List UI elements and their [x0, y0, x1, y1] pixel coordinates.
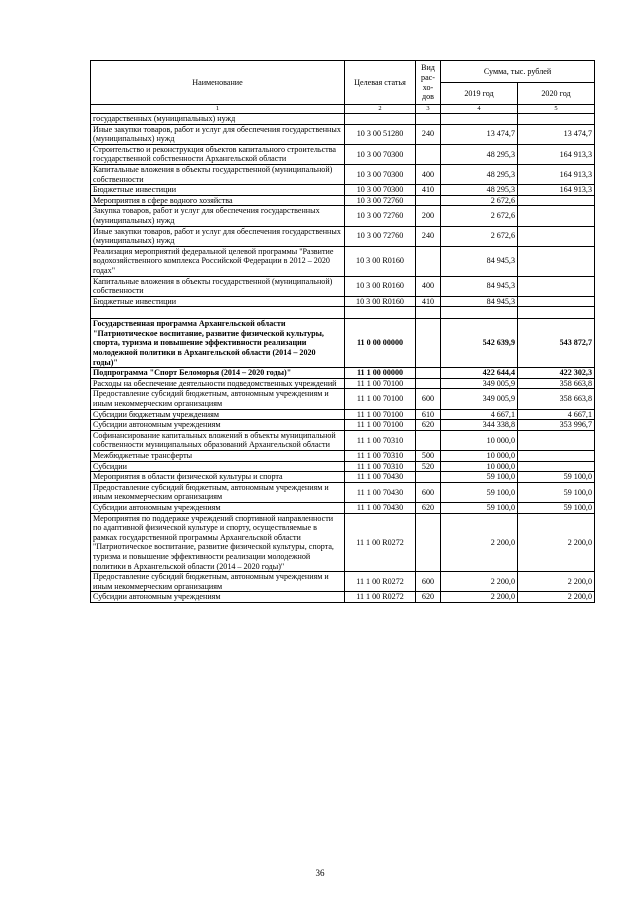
- row-expense-type-cell: [416, 472, 441, 483]
- row-target-article-cell: [345, 114, 416, 125]
- row-name-cell: Государственная программа Архангельской области "Патриотическое воспитание, развитие физической культуры, спорта, туризма и повышение эффективности реализации молодежной политики в Архангельской области (2014 – 2020 годы)": [91, 319, 345, 368]
- row-amount-2019-cell: 542 639,9: [441, 319, 518, 368]
- row-expense-type-cell: 400: [416, 276, 441, 296]
- row-amount-2020-cell: [518, 206, 595, 226]
- row-amount-2020-cell: 422 302,3: [518, 368, 595, 379]
- row-expense-type-cell: [416, 307, 441, 319]
- row-amount-2020-cell: 543 872,7: [518, 319, 595, 368]
- row-expense-type-cell: [416, 195, 441, 206]
- table-row: [91, 185, 595, 196]
- row-expense-type-cell: 200: [416, 206, 441, 226]
- row-amount-2019-cell: [441, 307, 518, 319]
- row-amount-2019-cell: 422 644,4: [441, 368, 518, 379]
- row-name-cell: Капитальные вложения в объекты государственной (муниципальной) собственности: [91, 276, 345, 296]
- row-name-cell: Мероприятия в сфере водного хозяйства: [91, 195, 345, 206]
- table-row: [91, 482, 595, 502]
- header-year-2020: 2020 год: [518, 83, 595, 105]
- row-name-cell: Предоставление субсидий бюджетным, автономным учреждениям и иным некоммерческим организациям: [91, 482, 345, 502]
- row-target-article-cell: 11 1 00 00000: [345, 368, 416, 379]
- row-name-cell: Предоставление субсидий бюджетным, автономным учреждениям и иным некоммерческим организациям: [91, 389, 345, 409]
- row-name-cell: Субсидии автономным учреждениям: [91, 592, 345, 603]
- row-amount-2019-cell: 59 100,0: [441, 472, 518, 483]
- row-amount-2019-cell: 2 200,0: [441, 592, 518, 603]
- table-body: [91, 114, 595, 603]
- row-amount-2020-cell: 358 663,8: [518, 389, 595, 409]
- row-name-cell: Бюджетные инвестиции: [91, 185, 345, 196]
- column-number: 3: [416, 105, 441, 114]
- table-row: [91, 409, 595, 420]
- row-target-article-cell: 11 1 00 70310: [345, 430, 416, 450]
- row-name-cell: Предоставление субсидий бюджетным, автономным учреждениям и иным некоммерческим организациям: [91, 572, 345, 592]
- row-amount-2019-cell: 349 005,9: [441, 389, 518, 409]
- row-expense-type-cell: [416, 114, 441, 125]
- row-amount-2019-cell: 349 005,9: [441, 378, 518, 389]
- row-target-article-cell: 10 3 00 R0160: [345, 246, 416, 276]
- row-amount-2019-cell: 2 672,6: [441, 226, 518, 246]
- row-target-article-cell: 11 1 00 R0272: [345, 592, 416, 603]
- row-amount-2019-cell: 344 338,8: [441, 420, 518, 431]
- row-amount-2020-cell: [518, 114, 595, 125]
- table-row: [91, 164, 595, 184]
- row-amount-2020-cell: 59 100,0: [518, 482, 595, 502]
- row-expense-type-cell: 600: [416, 482, 441, 502]
- row-expense-type-cell: [416, 319, 441, 368]
- table-row: [91, 226, 595, 246]
- table-row: [91, 420, 595, 431]
- table-row: [91, 114, 595, 125]
- row-expense-type-cell: 240: [416, 226, 441, 246]
- table-row: [91, 461, 595, 472]
- table-row: [91, 389, 595, 409]
- row-amount-2019-cell: 10 000,0: [441, 461, 518, 472]
- row-name-cell: Закупка товаров, работ и услуг для обеспечения государственных (муниципальных) нужд: [91, 206, 345, 226]
- row-amount-2019-cell: 84 945,3: [441, 246, 518, 276]
- row-name-cell: Софинансирование капитальных вложений в объекты муниципальной собственности муниципальных образований Архангельской области: [91, 430, 345, 450]
- row-target-article-cell: 10 3 00 72760: [345, 195, 416, 206]
- row-expense-type-cell: [416, 430, 441, 450]
- row-target-article-cell: 11 1 00 70100: [345, 420, 416, 431]
- row-amount-2020-cell: [518, 226, 595, 246]
- table-row: [91, 144, 595, 164]
- row-amount-2020-cell: [518, 451, 595, 462]
- table-row: [91, 124, 595, 144]
- row-name-cell: Иные закупки товаров, работ и услуг для обеспечения государственных (муниципальных) нужд: [91, 226, 345, 246]
- row-target-article-cell: 11 1 00 R0272: [345, 572, 416, 592]
- row-name-cell: Строительство и реконструкция объектов капитального строительства государственной собственности Архангельской области: [91, 144, 345, 164]
- row-target-article-cell: 11 1 00 70310: [345, 461, 416, 472]
- row-target-article-cell: [345, 307, 416, 319]
- column-number: 4: [441, 105, 518, 114]
- column-number: 5: [518, 105, 595, 114]
- row-expense-type-cell: [416, 246, 441, 276]
- row-amount-2019-cell: [441, 114, 518, 125]
- row-amount-2019-cell: 59 100,0: [441, 502, 518, 513]
- row-amount-2020-cell: 59 100,0: [518, 472, 595, 483]
- column-number: 2: [345, 105, 416, 114]
- row-amount-2020-cell: 164 913,3: [518, 164, 595, 184]
- table-row: [91, 592, 595, 603]
- row-amount-2019-cell: 2 672,6: [441, 195, 518, 206]
- row-amount-2019-cell: 2 200,0: [441, 572, 518, 592]
- row-target-article-cell: 10 3 00 70300: [345, 164, 416, 184]
- header-sum: Сумма, тыс. рублей: [441, 61, 595, 83]
- row-amount-2019-cell: 48 295,3: [441, 164, 518, 184]
- header-name: Наименование: [91, 61, 345, 105]
- row-expense-type-cell: [416, 368, 441, 379]
- row-amount-2019-cell: 48 295,3: [441, 144, 518, 164]
- row-amount-2020-cell: 2 200,0: [518, 592, 595, 603]
- table-row: [91, 307, 595, 319]
- row-expense-type-cell: 610: [416, 409, 441, 420]
- row-amount-2019-cell: 84 945,3: [441, 276, 518, 296]
- row-amount-2020-cell: 164 913,3: [518, 144, 595, 164]
- row-target-article-cell: 11 1 00 70100: [345, 389, 416, 409]
- row-amount-2019-cell: 84 945,3: [441, 296, 518, 307]
- row-target-article-cell: 11 1 00 70430: [345, 502, 416, 513]
- row-amount-2020-cell: [518, 307, 595, 319]
- table-row: [91, 430, 595, 450]
- row-target-article-cell: 11 1 00 70310: [345, 451, 416, 462]
- row-amount-2020-cell: [518, 461, 595, 472]
- row-amount-2020-cell: 13 474,7: [518, 124, 595, 144]
- row-amount-2020-cell: [518, 246, 595, 276]
- column-number-row: [91, 105, 595, 114]
- table-row: [91, 195, 595, 206]
- row-expense-type-cell: 240: [416, 124, 441, 144]
- table-row: [91, 368, 595, 379]
- table-row: [91, 502, 595, 513]
- row-name-cell: Субсидии автономным учреждениям: [91, 502, 345, 513]
- page-number: 36: [315, 868, 325, 878]
- row-target-article-cell: 10 3 00 R0160: [345, 276, 416, 296]
- row-amount-2020-cell: [518, 276, 595, 296]
- table-row: [91, 513, 595, 572]
- table-row: [91, 276, 595, 296]
- budget-table: [90, 60, 595, 603]
- row-target-article-cell: 11 1 00 70100: [345, 378, 416, 389]
- row-name-cell: государственных (муниципальных) нужд: [91, 114, 345, 125]
- table-row: [91, 451, 595, 462]
- row-target-article-cell: 11 1 00 70100: [345, 409, 416, 420]
- row-amount-2019-cell: 48 295,3: [441, 185, 518, 196]
- table-row: [91, 319, 595, 368]
- row-target-article-cell: 11 1 00 70430: [345, 482, 416, 502]
- row-expense-type-cell: 520: [416, 461, 441, 472]
- row-amount-2019-cell: 10 000,0: [441, 430, 518, 450]
- row-amount-2019-cell: 59 100,0: [441, 482, 518, 502]
- table-row: [91, 246, 595, 276]
- table-row: [91, 572, 595, 592]
- row-target-article-cell: 10 3 00 72760: [345, 206, 416, 226]
- row-name-cell: Субсидии автономным учреждениям: [91, 420, 345, 431]
- table-row: [91, 296, 595, 307]
- row-amount-2020-cell: 59 100,0: [518, 502, 595, 513]
- row-target-article-cell: 10 3 00 R0160: [345, 296, 416, 307]
- row-expense-type-cell: 410: [416, 296, 441, 307]
- row-target-article-cell: 11 1 00 R0272: [345, 513, 416, 572]
- row-expense-type-cell: 620: [416, 420, 441, 431]
- row-expense-type-cell: 410: [416, 185, 441, 196]
- row-target-article-cell: 10 3 00 70300: [345, 144, 416, 164]
- table-row: [91, 206, 595, 226]
- row-name-cell: Субсидии бюджетным учреждениям: [91, 409, 345, 420]
- row-expense-type-cell: 620: [416, 502, 441, 513]
- row-name-cell: Мероприятия в области физической культуры и спорта: [91, 472, 345, 483]
- row-amount-2020-cell: 358 663,8: [518, 378, 595, 389]
- table-header-row: [91, 61, 595, 83]
- row-target-article-cell: 11 0 00 00000: [345, 319, 416, 368]
- header-year-2019: 2019 год: [441, 83, 518, 105]
- row-expense-type-cell: 400: [416, 164, 441, 184]
- row-name-cell: Мероприятия по поддержке учреждений спортивной направленности по адаптивной физической культуре и спорту, осуществляемые в рамках государственной программы Архангельской области "Патриотическое воспитание, развитие физической культуры, спорта, туризма и повышение эффективности реализации молодежной политики в Архангельской области (2014 – 2020 годы)": [91, 513, 345, 572]
- row-amount-2020-cell: [518, 430, 595, 450]
- row-amount-2020-cell: [518, 195, 595, 206]
- row-expense-type-cell: 600: [416, 389, 441, 409]
- table-row: [91, 378, 595, 389]
- header-target-article: Целевая статья: [345, 61, 416, 105]
- row-target-article-cell: 10 3 00 70300: [345, 185, 416, 196]
- row-amount-2019-cell: 4 667,1: [441, 409, 518, 420]
- row-name-cell: Бюджетные инвестиции: [91, 296, 345, 307]
- row-name-cell: Реализация мероприятий федеральной целевой программы "Развитие водохозяйственного комплекса Российской Федерации в 2012 – 2020 годах": [91, 246, 345, 276]
- row-amount-2020-cell: 2 200,0: [518, 572, 595, 592]
- row-expense-type-cell: 500: [416, 451, 441, 462]
- row-amount-2020-cell: [518, 296, 595, 307]
- row-amount-2020-cell: 4 667,1: [518, 409, 595, 420]
- row-amount-2020-cell: 164 913,3: [518, 185, 595, 196]
- row-amount-2019-cell: 2 200,0: [441, 513, 518, 572]
- row-name-cell: Иные закупки товаров, работ и услуг для обеспечения государственных (муниципальных) нужд: [91, 124, 345, 144]
- row-target-article-cell: 10 3 00 51280: [345, 124, 416, 144]
- row-expense-type-cell: [416, 513, 441, 572]
- row-amount-2020-cell: 353 996,7: [518, 420, 595, 431]
- row-amount-2019-cell: 2 672,6: [441, 206, 518, 226]
- row-name-cell: Капитальные вложения в объекты государственной (муниципальной) собственности: [91, 164, 345, 184]
- row-expense-type-cell: [416, 378, 441, 389]
- row-name-cell: Подпрограмма "Спорт Беломорья (2014 – 2020 годы)": [91, 368, 345, 379]
- row-name-cell: Межбюджетные трансферты: [91, 451, 345, 462]
- table-row: [91, 472, 595, 483]
- row-name-cell: [91, 307, 345, 319]
- row-expense-type-cell: [416, 144, 441, 164]
- row-name-cell: Субсидии: [91, 461, 345, 472]
- row-expense-type-cell: 620: [416, 592, 441, 603]
- row-amount-2019-cell: 10 000,0: [441, 451, 518, 462]
- row-amount-2020-cell: 2 200,0: [518, 513, 595, 572]
- row-name-cell: Расходы на обеспечение деятельности подведомственных учреждений: [91, 378, 345, 389]
- row-target-article-cell: 10 3 00 72760: [345, 226, 416, 246]
- row-amount-2019-cell: 13 474,7: [441, 124, 518, 144]
- row-target-article-cell: 11 1 00 70430: [345, 472, 416, 483]
- header-expense-type: Вид рас- хо- дов: [416, 61, 441, 105]
- column-number: 1: [91, 105, 345, 114]
- row-expense-type-cell: 600: [416, 572, 441, 592]
